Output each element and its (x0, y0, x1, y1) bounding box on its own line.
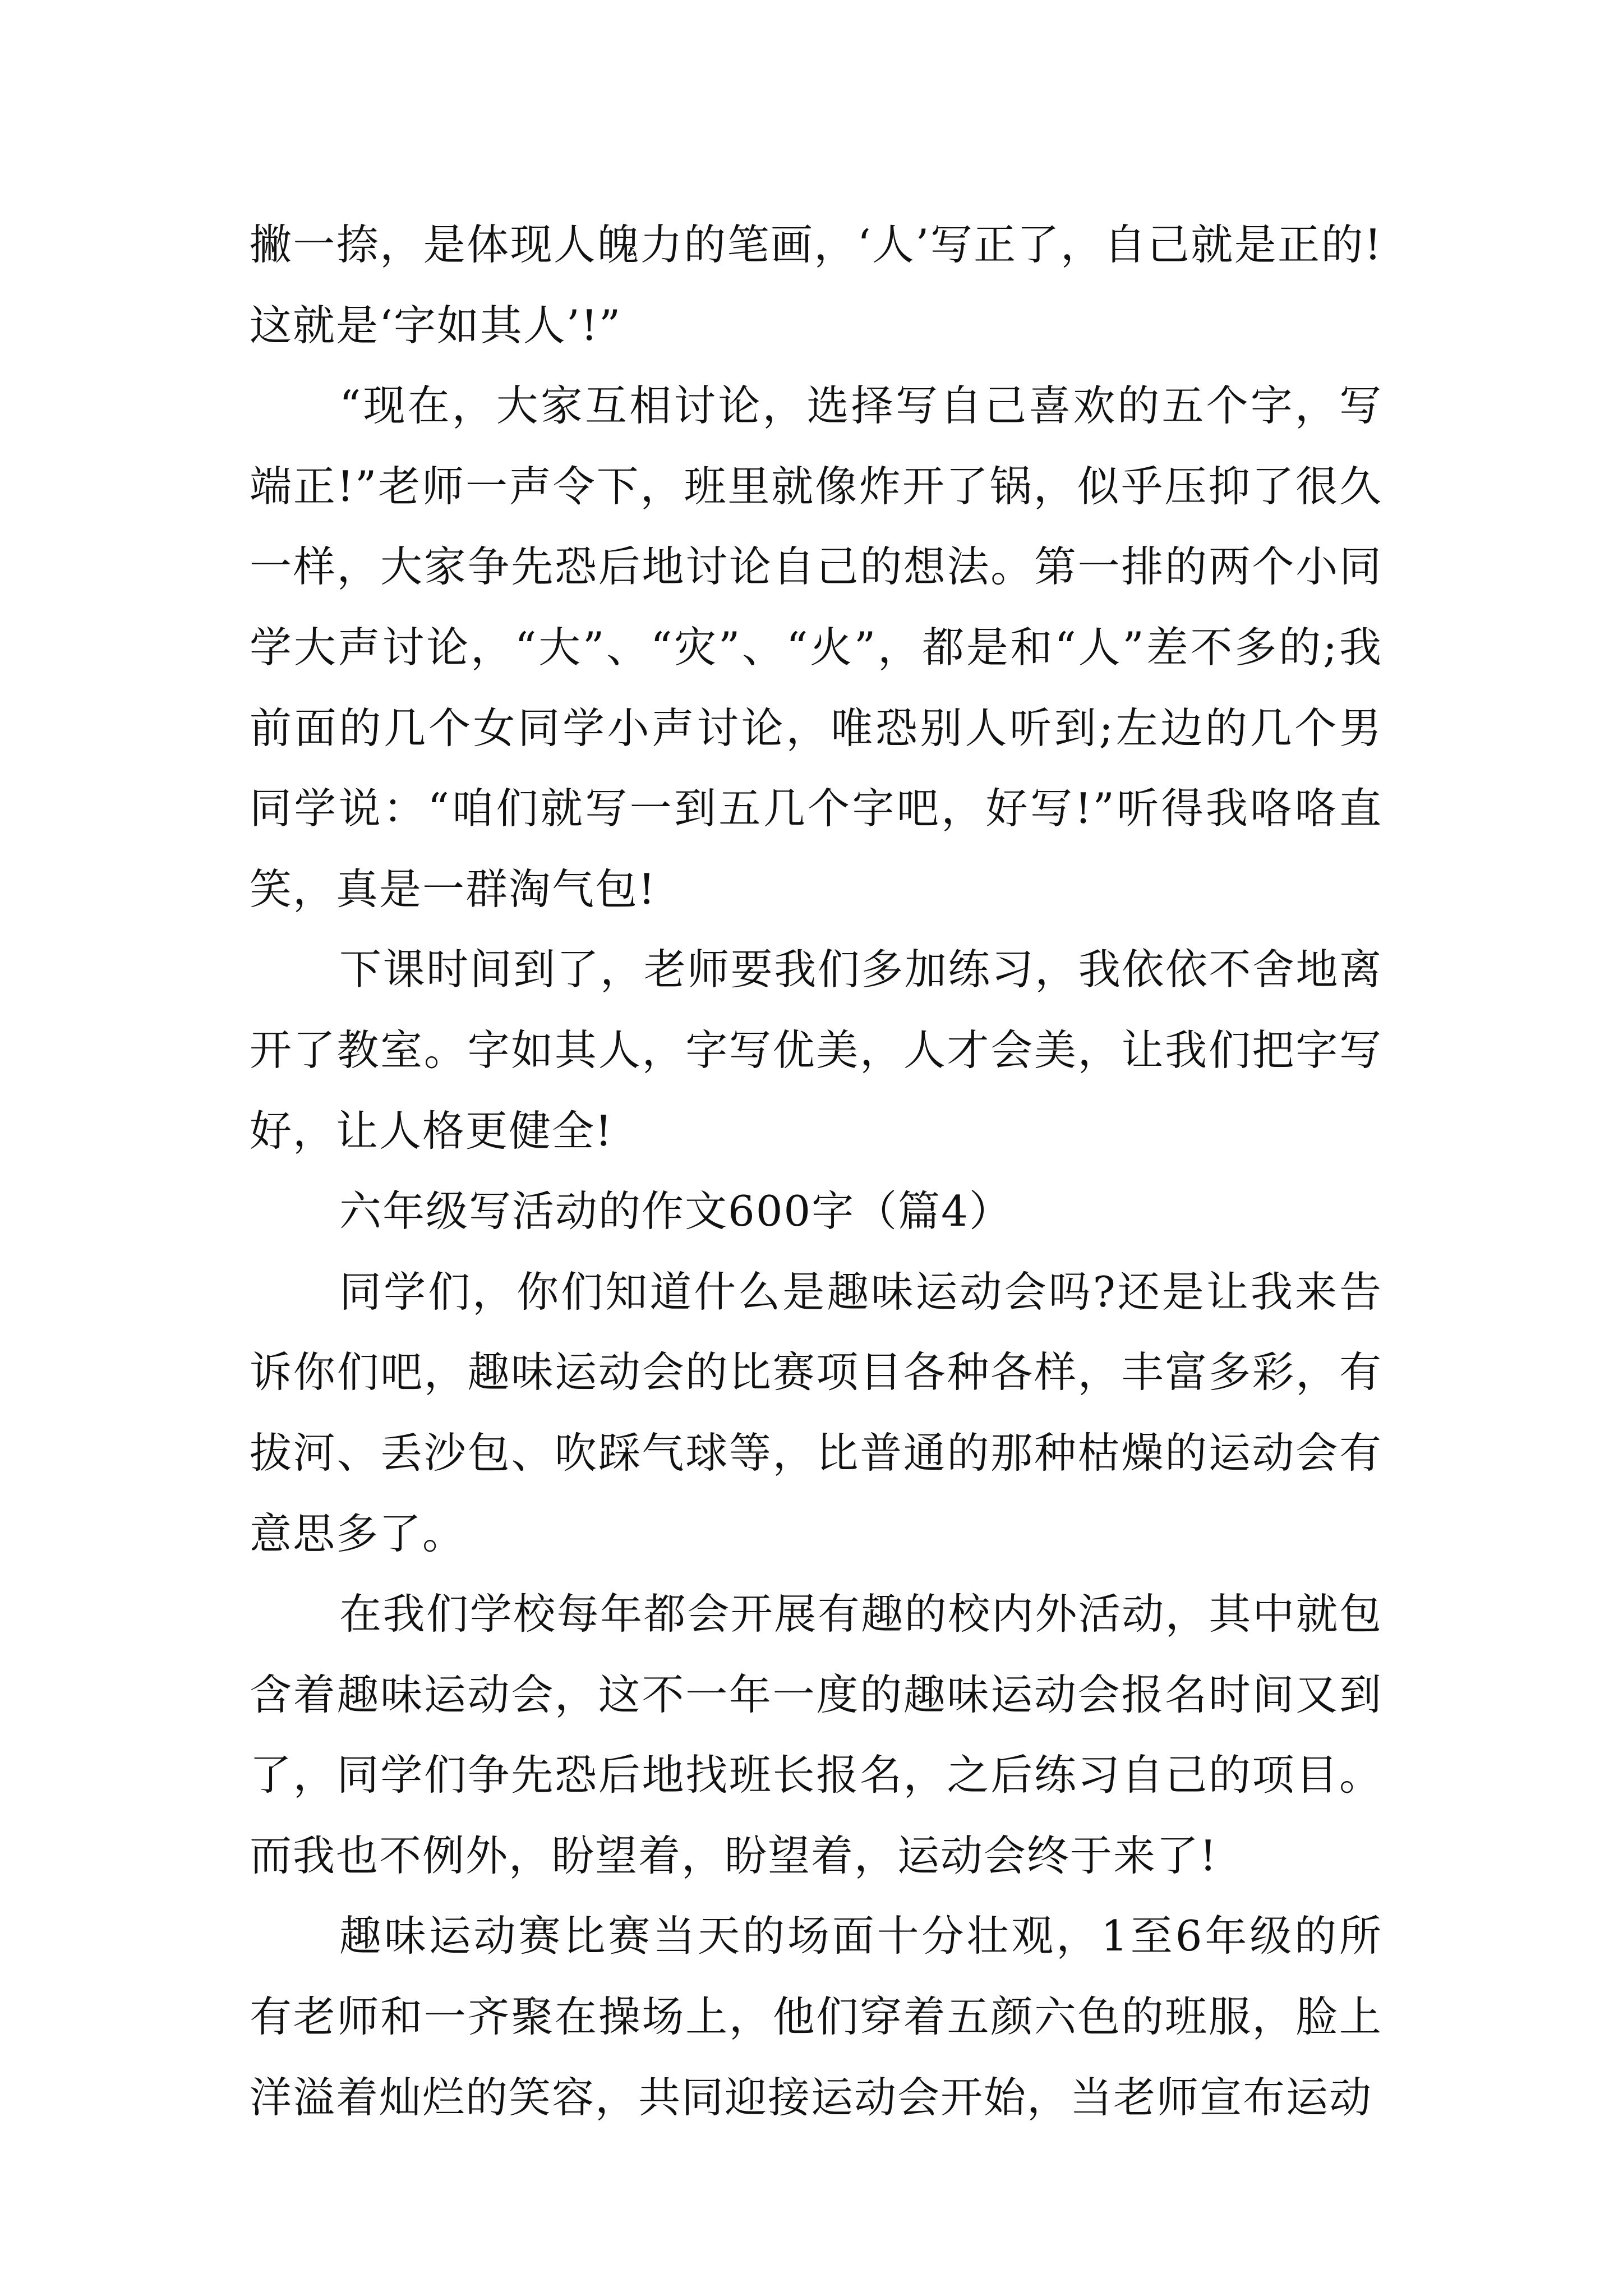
paragraph: 下课时间到了，老师要我们多加练习，我依依不舍地离开了教室。字如其人，字写优美，人才会美，让我们把字写好，让人格更健全! (250, 945, 1382, 1156)
paragraph: 趣味运动赛比赛当天的场面十分壮观，1至6年级的所有老师和一齐聚在操场上，他们穿着五颜六色的班服，脸上洋溢着灿烂的笑容，共同迎接运动会开始，当老师宣布运动 (250, 1911, 1382, 2122)
paragraph: 在我们学校每年都会开展有趣的校内外活动，其中就包含着趣味运动会，这不一年一度的趣味运动会报名时间又到了，同学们争先恐后地找班长报名，之后练习自己的项目。而我也不例外，盼望着，盼望着，运动会终于来了! (250, 1589, 1382, 1880)
paragraph: “现在，大家互相讨论，选择写自己喜欢的五个字，写端正!”老师一声令下，班里就像炸开了锅，似乎压抑了很久一样，大家争先恐后地讨论自己的想法。第一排的两个小同学大声讨论，“大”、“灾”、“火”，都是和“人”差不多的;我前面的几个女同学小声讨论，唯恐别人听到;左边的几个男同学说：“咱们就写一到五几个字吧，好写!”听得我咯咯直笑，真是一群淘气包! (250, 381, 1382, 914)
section-heading: 六年级写活动的作文600字（篇4） (339, 1186, 1012, 1236)
paragraph: 同学们，你们知道什么是趣味运动会吗?还是让我来告诉你们吧，趣味运动会的比赛项目各种各样，丰富多彩，有拔河、丢沙包、吹踩气球等，比普通的那种枯燥的运动会有意思多了。 (250, 1267, 1382, 1558)
essay-body (250, 205, 1382, 2138)
paragraph-continuation: 撇一捺，是体现人魄力的笔画，‘人’写正了，自己就是正的!这就是‘字如其人’!” (250, 220, 1382, 350)
